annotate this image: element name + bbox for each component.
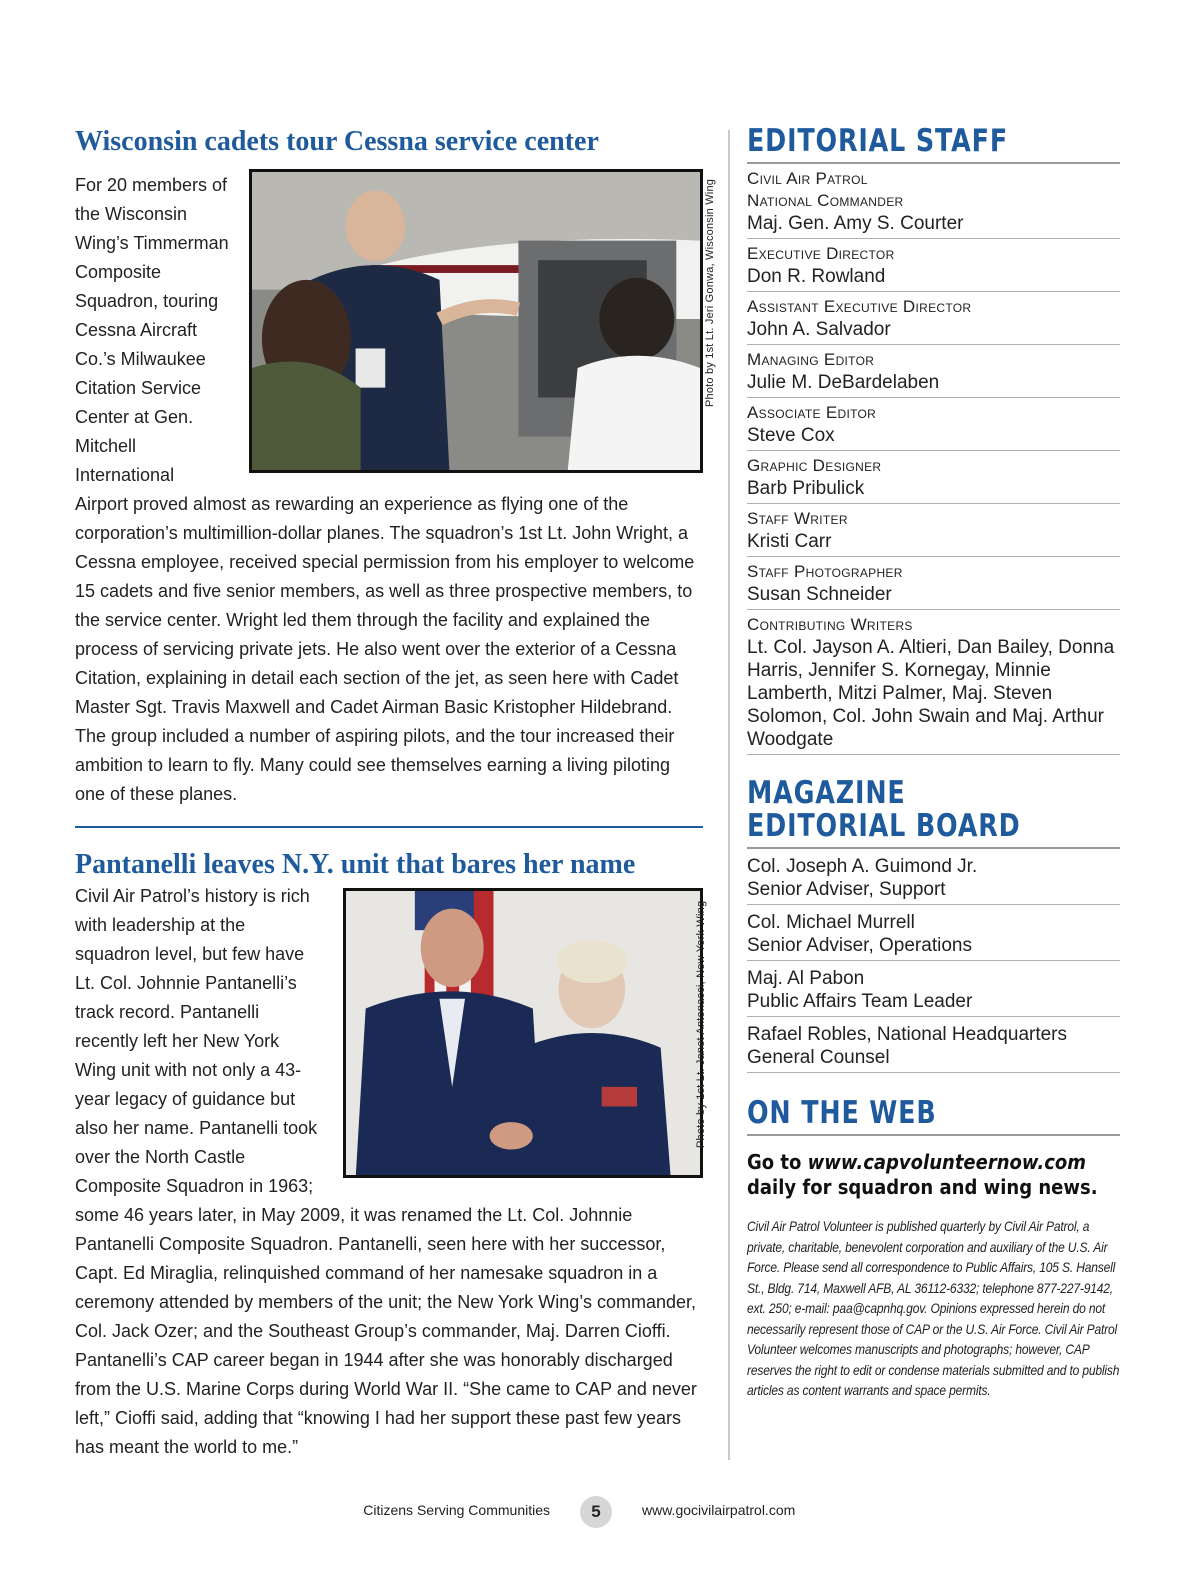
publication-notice: Civil Air Patrol Volunteer is published quarterly by Civil Air Patrol, a private, charitable, benevolent corporation and auxiliary of the U.S. Air Force. Please send all correspondence to Public Affairs, 105 S. Hansell St., Bldg. 714, Maxwell AFB, AL 36112-6332; telephone 877-227-9142, ext. 250; e-mail: paa@capnhq.gov. Opinions expressed herein do not necessarily represent those of CAP or the U.S. Air Force. Civil Air Patrol Volunteer welcomes manuscripts and photographs; however, CAP reserves the right to edit or condense materials submitted and to publish articles as content warrants and space permits.: [747, 1218, 1120, 1398]
article-title: Pantanelli leaves N.Y. unit that bares her name: [75, 849, 636, 880]
board-item: [747, 1017, 1120, 1073]
page-number: 5: [580, 1496, 612, 1528]
web-suffix: daily for squadron and wing news.: [747, 1175, 1098, 1199]
cessna-photo: [249, 169, 703, 473]
board-title: Senior Adviser, Support: [747, 879, 946, 900]
board-name: Col. Michael Murrell: [747, 912, 915, 933]
staff-name: Steve Cox: [747, 425, 835, 446]
sidebar: [747, 125, 1120, 1401]
board-title: General Counsel: [747, 1047, 890, 1068]
staff-name: Barb Pribulick: [747, 478, 865, 499]
photo-credit: Photo by 1st Lt. Jeri Gonwa, Wisconsin Wing: [704, 178, 716, 407]
article-pantanelli: [75, 848, 703, 1462]
on-the-web-title: ON THE WEB: [747, 1095, 937, 1131]
board-name: Maj. Al Pabon: [747, 968, 865, 989]
staff-name: Lt. Col. Jayson A. Altieri, Dan Bailey, Donna Harris, Jennifer S. Kornegay, Minnie Lamberth, Mitzi Palmer, Maj. Steven Solomon, Col. John Swain and Maj. Arthur Woodgate: [747, 637, 1115, 750]
staff-name: Don R. Rowland: [747, 266, 886, 287]
board-item: [747, 905, 1120, 961]
staff-name: Susan Schneider: [747, 584, 892, 605]
staff-item: [747, 610, 1120, 755]
staff-name: Maj. Gen. Amy S. Courter: [747, 213, 964, 234]
editorial-board-title-line2: EDITORIAL BOARD: [747, 808, 1021, 844]
article-title: Wisconsin cadets tour Cessna service center: [75, 126, 599, 157]
article-body: For 20 members of the Wisconsin Wing’s Timmerman Composite Squadron, touring Cessna Aircraft Co.’s Milwaukee Citation Service Center at Gen. Mitchell International Airport proved almost as rewarding an experience as flying one of the corporation’s multimillion-dollar planes. The squadron’s 1st Lt. John Wright, a Cessna employee, received special permission from his employer to welcome 15 cadets and five senior members, as well as three prospective members, to the service center. Wright led them through the facility and explained the process of servicing private jets. He also went over the exterior of a Cessna Citation, explaining in detail each section of the jet, as seen here with Cadet Master Sgt. Travis Maxwell and Cadet Airman Basic Kristopher Hildebrand. The group included a number of aspiring pilots, and the tour increased their ambition to learn to fly. Many could see themselves earning a living piloting one of these planes.: [75, 175, 695, 804]
board-name: Rafael Robles, National Headquarters: [747, 1024, 1068, 1045]
staff-item: [747, 398, 1120, 451]
staff-item: [747, 345, 1120, 398]
staff-role: Contributing Writers: [747, 615, 913, 634]
editorial-staff-title: EDITORIAL STAFF: [747, 123, 1009, 159]
page-footer: [0, 1496, 1200, 1526]
footer-url[interactable]: www.gocivilairpatrol.com: [642, 1502, 796, 1518]
board-item: [747, 961, 1120, 1017]
footer-tagline: Citizens Serving Communities: [363, 1502, 550, 1518]
staff-item: [747, 504, 1120, 557]
staff-name: Julie M. DeBardelaben: [747, 372, 940, 393]
staff-role: Staff Photographer: [747, 562, 903, 581]
staff-item: [747, 557, 1120, 610]
board-item: [747, 849, 1120, 905]
web-prefix: Go to: [747, 1150, 808, 1174]
staff-role: Civil Air Patrol: [747, 169, 868, 188]
staff-role: Associate Editor: [747, 403, 877, 422]
board-name: Col. Joseph A. Guimond Jr.: [747, 856, 978, 877]
staff-name: John A. Salvador: [747, 319, 891, 340]
staff-role: National Commander: [747, 191, 904, 210]
board-title: Public Affairs Team Leader: [747, 991, 973, 1012]
staff-item: [747, 164, 1120, 239]
staff-name: Kristi Carr: [747, 531, 832, 552]
article-cessna: [75, 125, 703, 809]
staff-role: Staff Writer: [747, 509, 848, 528]
article-divider: [75, 826, 703, 828]
article-body: Civil Air Patrol’s history is rich with leadership at the squadron level, but few have Lt. Col. Johnnie Pantanelli’s track record. Pantanelli recently left her New York Wing unit with not only a 43-year legacy of guidance but also her name. Pantanelli took over the North Castle Composite Squadron in 1963; some 46 years later, in May 2009, it was renamed the Lt. Col. Johnnie Pantanelli Composite Squadron. Pantanelli, seen here with her successor, Capt. Ed Miraglia, relinquished command of her namesake squadron in a ceremony attended by members of the unit; the New York Wing’s commander, Col. Jack Ozer; and the Southeast Group’s commander, Maj. Darren Cioffi. Pantanelli’s CAP career began in 1944 after she was honorably discharged from the U.S. Marine Corps during World War II. “She came to CAP and never left,” Cioffi said, adding that “knowing I had her support these past few years has meant the world to me.”: [75, 886, 697, 1457]
photo-credit: Photo by 1st Lt. Janet Antonacci, New York Wing: [695, 900, 707, 1148]
editorial-board-title: [747, 777, 1120, 843]
staff-role: Managing Editor: [747, 350, 875, 369]
staff-role: Assistant Executive Director: [747, 297, 972, 316]
staff-role: Executive Director: [747, 244, 895, 263]
staff-item: [747, 239, 1120, 292]
pantanelli-photo: [343, 888, 703, 1178]
web-callout: [747, 1150, 1123, 1200]
editorial-board-title-line1: MAGAZINE: [747, 775, 906, 811]
section-rule: [747, 1134, 1120, 1136]
staff-item: [747, 292, 1120, 345]
column-divider: [728, 130, 730, 1460]
staff-item: [747, 451, 1120, 504]
staff-role: Graphic Designer: [747, 456, 882, 475]
board-title: Senior Adviser, Operations: [747, 935, 972, 956]
web-link[interactable]: www.capvolunteernow.com: [807, 1150, 1087, 1174]
